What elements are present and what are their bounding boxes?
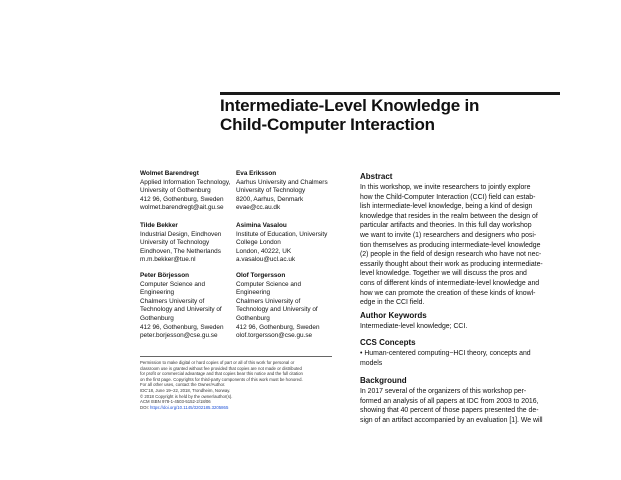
abstract-line: particular artifacts and theories. In this full day workshop: [360, 222, 532, 230]
footnote-line: for profit or commercial advantage and that copies bear this notice and the full citation: [140, 371, 303, 377]
footnote-line: For all other uses, contact the Owner/Author.: [140, 382, 226, 388]
ccs-line: • Human-centered computing~HCI theory, concepts and: [360, 350, 531, 357]
abstract-line: tion themselves as producing intermediate-level knowledge: [360, 241, 541, 249]
author-address: London, 40222, UK: [236, 247, 292, 255]
paper-title: [220, 96, 560, 134]
author-block-borjesson: [140, 272, 224, 341]
ccs-section: [360, 338, 560, 368]
author-affiliation: University of Technology: [140, 239, 210, 247]
abstract-line: level knowledge. Together we will discuss the pros and: [360, 270, 527, 278]
abstract-line: we want to invite (1) researchers and designers who posi-: [360, 231, 537, 239]
author-address: 412 96, Gothenburg, Sweden: [140, 195, 224, 203]
author-block-torgersson: [236, 272, 320, 341]
author-affiliation: Chalmers University of: [236, 297, 301, 305]
author-affiliation: Technology and University of: [140, 306, 222, 314]
background-line: In 2017 several of the organizers of this workshop per-: [360, 388, 527, 395]
background-heading: Background: [360, 376, 407, 385]
footnote-line: Permission to make digital or hard copies of part or all of this work for personal or: [140, 360, 295, 365]
abstract-line: knowledge that resides in the realm between the design of: [360, 212, 538, 220]
footnote-line: © 2018 Copyright is held by the owner/author(s).: [140, 393, 233, 399]
abstract-line: how we can promote the creation of these kinds of knowl-: [360, 289, 536, 297]
footnote-line: IDC'18, June 19–22, 2018, Trondheim, Norway.: [140, 387, 231, 393]
author-email: wolmet.barendregt@ait.gu.se: [140, 204, 224, 212]
title-line: Intermediate-Level Knowledge in: [220, 96, 480, 115]
author-name: Asimina Vasalou: [236, 222, 287, 229]
footnote-line: ACM ISBN 978-1-4503-5152-2/18/06: [140, 399, 211, 405]
footnote-line: classroom use is granted without fee provided that copies are not made or distributed: [140, 365, 302, 371]
background-line: formed an analysis of all papers at IDC from 2003 to 2016,: [360, 397, 539, 405]
author-block-eriksson: [236, 170, 328, 213]
author-name: Wolmet Barendregt: [140, 170, 199, 177]
abstract-line: how the Child-Computer Interaction (CCI) field can estab-: [360, 193, 536, 201]
background-section: [360, 376, 560, 425]
author-email: a.vasalou@ucl.ac.uk: [236, 256, 296, 264]
author-affiliation: Industrial Design, Eindhoven: [140, 230, 222, 238]
author-address: 412 96, Gothenburg, Sweden: [236, 323, 320, 331]
abstract-line: (2) people in the field of design research who have not nec-: [360, 251, 542, 259]
abstract-heading: Abstract: [360, 172, 393, 181]
abstract-section: [360, 172, 560, 308]
author-affiliation: Applied Information Technology,: [140, 178, 231, 186]
doi-line: [140, 405, 332, 411]
author-address: Eindhoven, The Netherlands: [140, 247, 221, 255]
title-line: Child-Computer Interaction: [220, 115, 435, 134]
author-affiliation: Engineering: [236, 289, 271, 297]
author-affiliation: Computer Science and: [236, 280, 302, 288]
author-block-barendregt: [140, 170, 230, 213]
doi-label: DOI:: [140, 404, 149, 410]
abstract-line: cons of different kinds of intermediate-level knowledge and: [360, 279, 540, 287]
background-line: showing that 40 percent of those papers presented the de-: [360, 407, 539, 415]
copyright-footnote: [140, 356, 332, 410]
author-affiliation: Engineering: [140, 289, 175, 297]
author-affiliation: Chalmers University of: [140, 297, 205, 305]
author-name: Olof Torgersson: [236, 272, 286, 279]
ccs-heading: CCS Concepts: [360, 338, 416, 347]
author-email: m.m.bekker@tue.nl: [140, 256, 196, 264]
abstract-line: essarily thought about their work as producing intermediate-: [360, 260, 543, 268]
author-email: olof.torgersson@cse.gu.se: [236, 332, 313, 340]
title-rule: [220, 92, 560, 95]
author-affiliation: Computer Science and: [140, 280, 206, 288]
author-affiliation: Gothenburg: [140, 314, 174, 322]
ccs-line: models: [360, 359, 383, 367]
author-affiliation: Technology and University of: [236, 306, 318, 314]
author-affiliation: College London: [236, 239, 281, 247]
author-name: Peter Börjesson: [140, 272, 190, 279]
author-address: 8200, Aarhus, Denmark: [236, 195, 304, 203]
author-affiliation: Aarhus University and Chalmers: [236, 178, 328, 186]
doi-link[interactable]: https://doi.org/10.1145/3202185.3205865: [150, 404, 229, 410]
background-line: sign of an artifact accompanied by an evaluation [1]. We will: [360, 416, 543, 424]
abstract-line: edge in the CCI field.: [360, 299, 425, 307]
author-email: peter.borjesson@cse.gu.se: [140, 332, 218, 340]
author-block-bekker: [140, 222, 221, 265]
abstract-line: In this workshop, we invite researchers to jointly explore: [360, 184, 531, 191]
author-address: 412 96, Gothenburg, Sweden: [140, 323, 224, 331]
author-affiliation: Gothenburg: [236, 314, 270, 322]
author-name: Tilde Bekker: [140, 222, 178, 229]
keywords-section: [360, 311, 560, 332]
author-affiliation: University of Technology: [236, 187, 306, 195]
keywords-heading: Author Keywords: [360, 311, 427, 320]
keywords-line: Intermediate-level knowledge; CCI.: [360, 323, 468, 330]
footnote-line: on the first page. Copyrights for third-party components of this work must be honored.: [140, 376, 303, 382]
author-email: evae@cc.au.dk: [236, 204, 281, 212]
author-name: Eva Eriksson: [236, 170, 277, 177]
author-block-vasalou: [236, 222, 327, 265]
author-affiliation: Institute of Education, University: [236, 230, 328, 238]
abstract-line: lish intermediate-level knowledge, being a kind of design: [360, 203, 533, 211]
author-affiliation: University of Gothenburg: [140, 187, 211, 195]
